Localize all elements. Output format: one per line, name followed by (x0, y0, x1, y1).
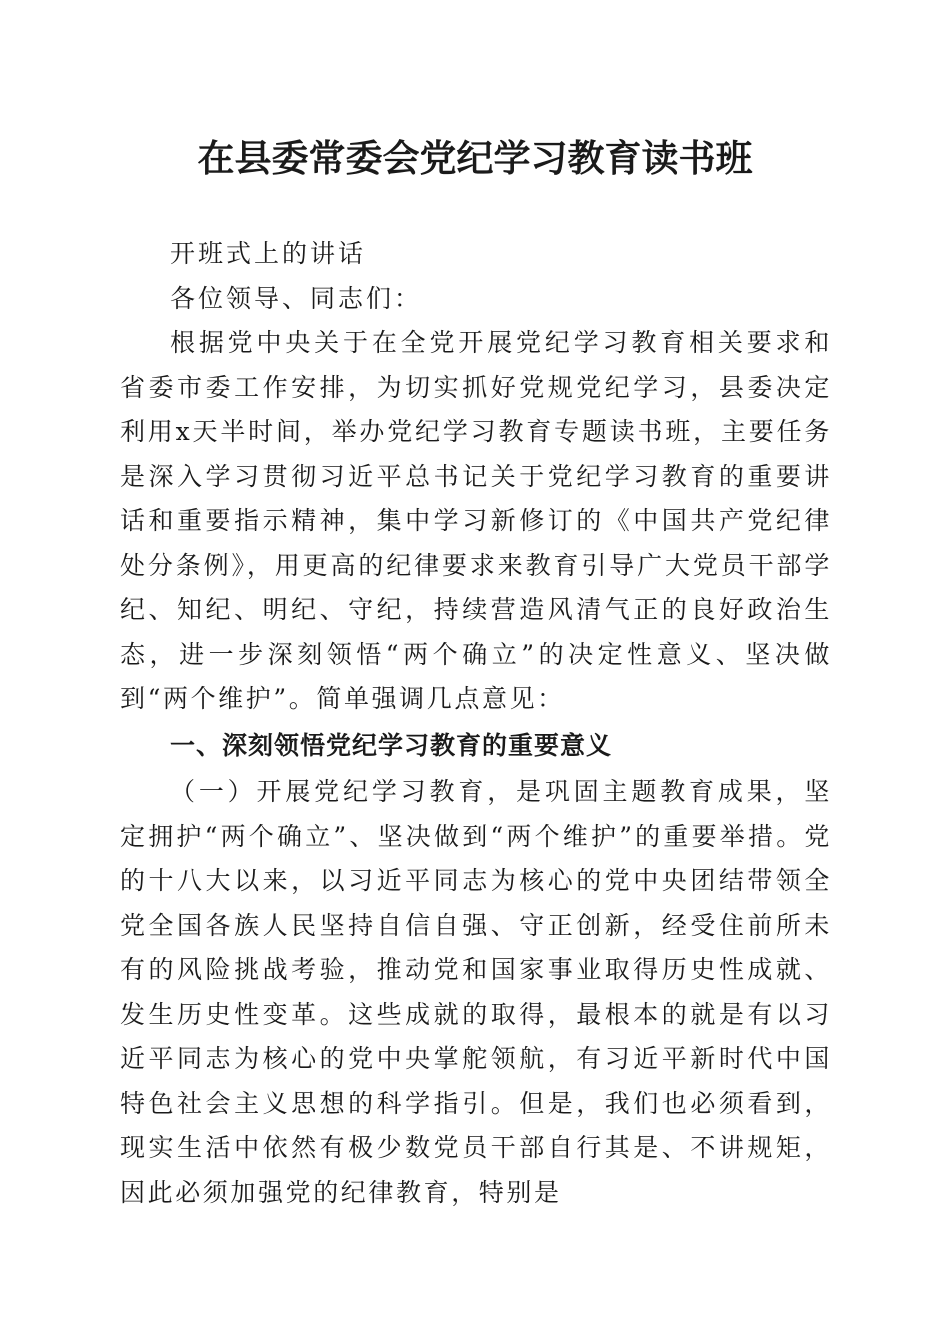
salutation: 各位领导、同志们： (170, 283, 423, 313)
document-title: 在县委常委会党纪学习教育读书班 (197, 136, 753, 180)
document-subtitle: 开班式上的讲话 (170, 239, 367, 268)
section-1-paragraph-1: （一）开展党纪学习教育，是巩固主题教育成果，坚定拥护“两个确立”、坚决做到“两个维护”的重要举措。党的十八大以来，以习近平同志为核心的党中央团结带领全党全国各族人民坚持自信自强、守正创新，经受住前所未有的风险挑战考验，推动党和国家事业取得历史性成就、发生历史性变革。这些成就的取得，最根本的就是有以习近平同志为核心的党中央掌舵领航，有习近平新时代中国特色社会主义思想的科学指引。但是，我们也必须看到，现实生活中依然有极少数党员干部自行其是、不讲规矩，因此必须加强党的纪律教育，特别是 (120, 777, 832, 1207)
intro-paragraph: 根据党中央关于在全党开展党纪学习教育相关要求和省委市委工作安排，为切实抓好党规党纪学习，县委决定利用x天半时间，举办党纪学习教育专题读书班，主要任务是深入学习贯彻习近平总书记关于党纪学习教育的重要讲话和重要指示精神，集中学习新修订的《中国共产党纪律处分条例》，用更高的纪律要求来教育引导广大党员干部学纪、知纪、明纪、守纪，持续营造风清气正的良好政治生态，进一步深刻领悟“两个确立”的决定性意义、坚决做到“两个维护”。简单强调几点意见： (120, 328, 832, 713)
document-body (120, 232, 832, 1215)
section-heading-1: 一、深刻领悟党纪学习教育的重要意义 (170, 730, 613, 760)
